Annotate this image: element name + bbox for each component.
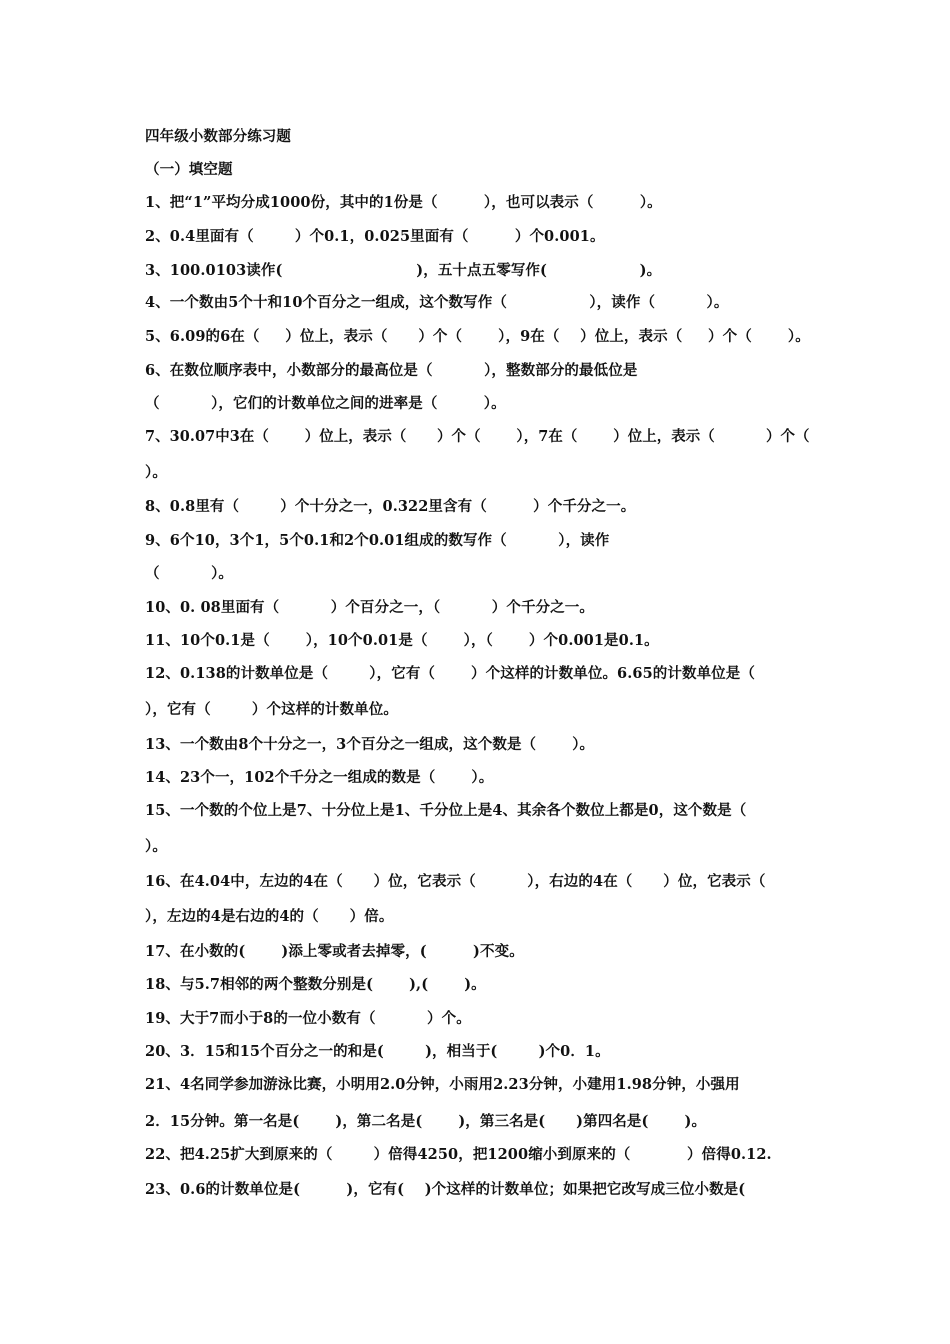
question-line: 2、0.4里面有（ ）个0.1，0.025里面有（ ）个0.001。 xyxy=(145,228,605,245)
section-heading: （一）填空题 xyxy=(145,161,233,178)
question-line: 5、6.09的6在（ ）位上，表示（ ）个（ ），9在（ ）位上，表示（ ）个（ ）。 xyxy=(145,328,810,345)
question-line: 19、大于7而小于8的一位小数有（ ）个。 xyxy=(145,1010,471,1027)
question-line-continuation: ），它有（ ）个这样的计数单位。 xyxy=(145,701,398,718)
question-line: 3、100.0103读作( )，五十点五零写作( )。 xyxy=(145,262,662,279)
question-line: 8、0.8里有（ ）个十分之一，0.322里含有（ ）个千分之一。 xyxy=(145,498,636,515)
question-line: 21、4名同学参加游泳比赛，小明用2.0分钟，小雨用2.23分钟，小建用1.98分钟，小强用 xyxy=(145,1076,740,1093)
question-line: 10、0. 08里面有（ ）个百分之一，（ ）个千分之一。 xyxy=(145,599,594,616)
question-line-continuation: （ ）。 xyxy=(145,565,234,582)
question-line: 4、一个数由5个十和10个百分之一组成，这个数写作（ ），读作（ ）。 xyxy=(145,294,729,311)
question-line-continuation: ），左边的4是右边的4的（ ）倍。 xyxy=(145,908,394,925)
question-line: 15、一个数的个位上是7、十分位上是1、千分位上是4、其余各个数位上都是0，这个数是（ xyxy=(145,802,747,819)
question-line: 9、6个10，3个1，5个0.1和2个0.01组成的数写作（ ），读作 xyxy=(145,532,610,549)
question-line: 23、0.6的计数单位是( )，它有( )个这样的计数单位；如果把它改写成三位小数是( xyxy=(145,1181,746,1198)
question-line: 20、3．15和15个百分之一的和是( )，相当于( )个0．1。 xyxy=(145,1043,610,1060)
worksheet-title: 四年级小数部分练习题 xyxy=(145,128,291,145)
question-line: 22、把4.25扩大到原来的（ ）倍得4250，把1200缩小到原来的（ ）倍得0.12. xyxy=(145,1146,772,1163)
question-line: 14、23个一，102个千分之一组成的数是（ ）。 xyxy=(145,769,494,786)
question-line-continuation: （ ），它们的计数单位之间的进率是（ ）。 xyxy=(145,395,506,412)
question-line: 6、在数位顺序表中，小数部分的最高位是（ ），整数部分的最低位是 xyxy=(145,362,638,379)
question-line: 11、10个0.1是（ ），10个0.01是（ ），（ ）个0.001是0.1。 xyxy=(145,632,659,649)
question-line-continuation: 2．15分钟。第一名是( )，第二名是( )，第三名是( )第四名是( )。 xyxy=(145,1113,707,1130)
question-line-continuation: ）。 xyxy=(145,464,167,481)
question-line: 17、在小数的( )添上零或者去掉零，( )不变。 xyxy=(145,943,524,960)
question-line: 12、0.138的计数单位是（ ），它有（ ）个这样的计数单位。6.65的计数单位是（ xyxy=(145,665,755,682)
question-line-continuation: ）。 xyxy=(145,838,167,855)
question-line: 7、30.07中3在（ ）位上，表示（ ）个（ ），7在（ ）位上，表示（ ）个（ xyxy=(145,428,810,445)
question-line: 13、一个数由8个十分之一，3个百分之一组成，这个数是（ ）。 xyxy=(145,736,595,753)
question-line: 16、在4.04中，左边的4在（ ）位，它表示（ ），右边的4在（ ）位，它表示（ xyxy=(145,873,766,890)
question-line: 1、把“1”平均分成1000份，其中的1份是（ ），也可以表示（ ）。 xyxy=(145,194,662,211)
question-line: 18、与5.7相邻的两个整数分别是( ),( )。 xyxy=(145,976,486,993)
